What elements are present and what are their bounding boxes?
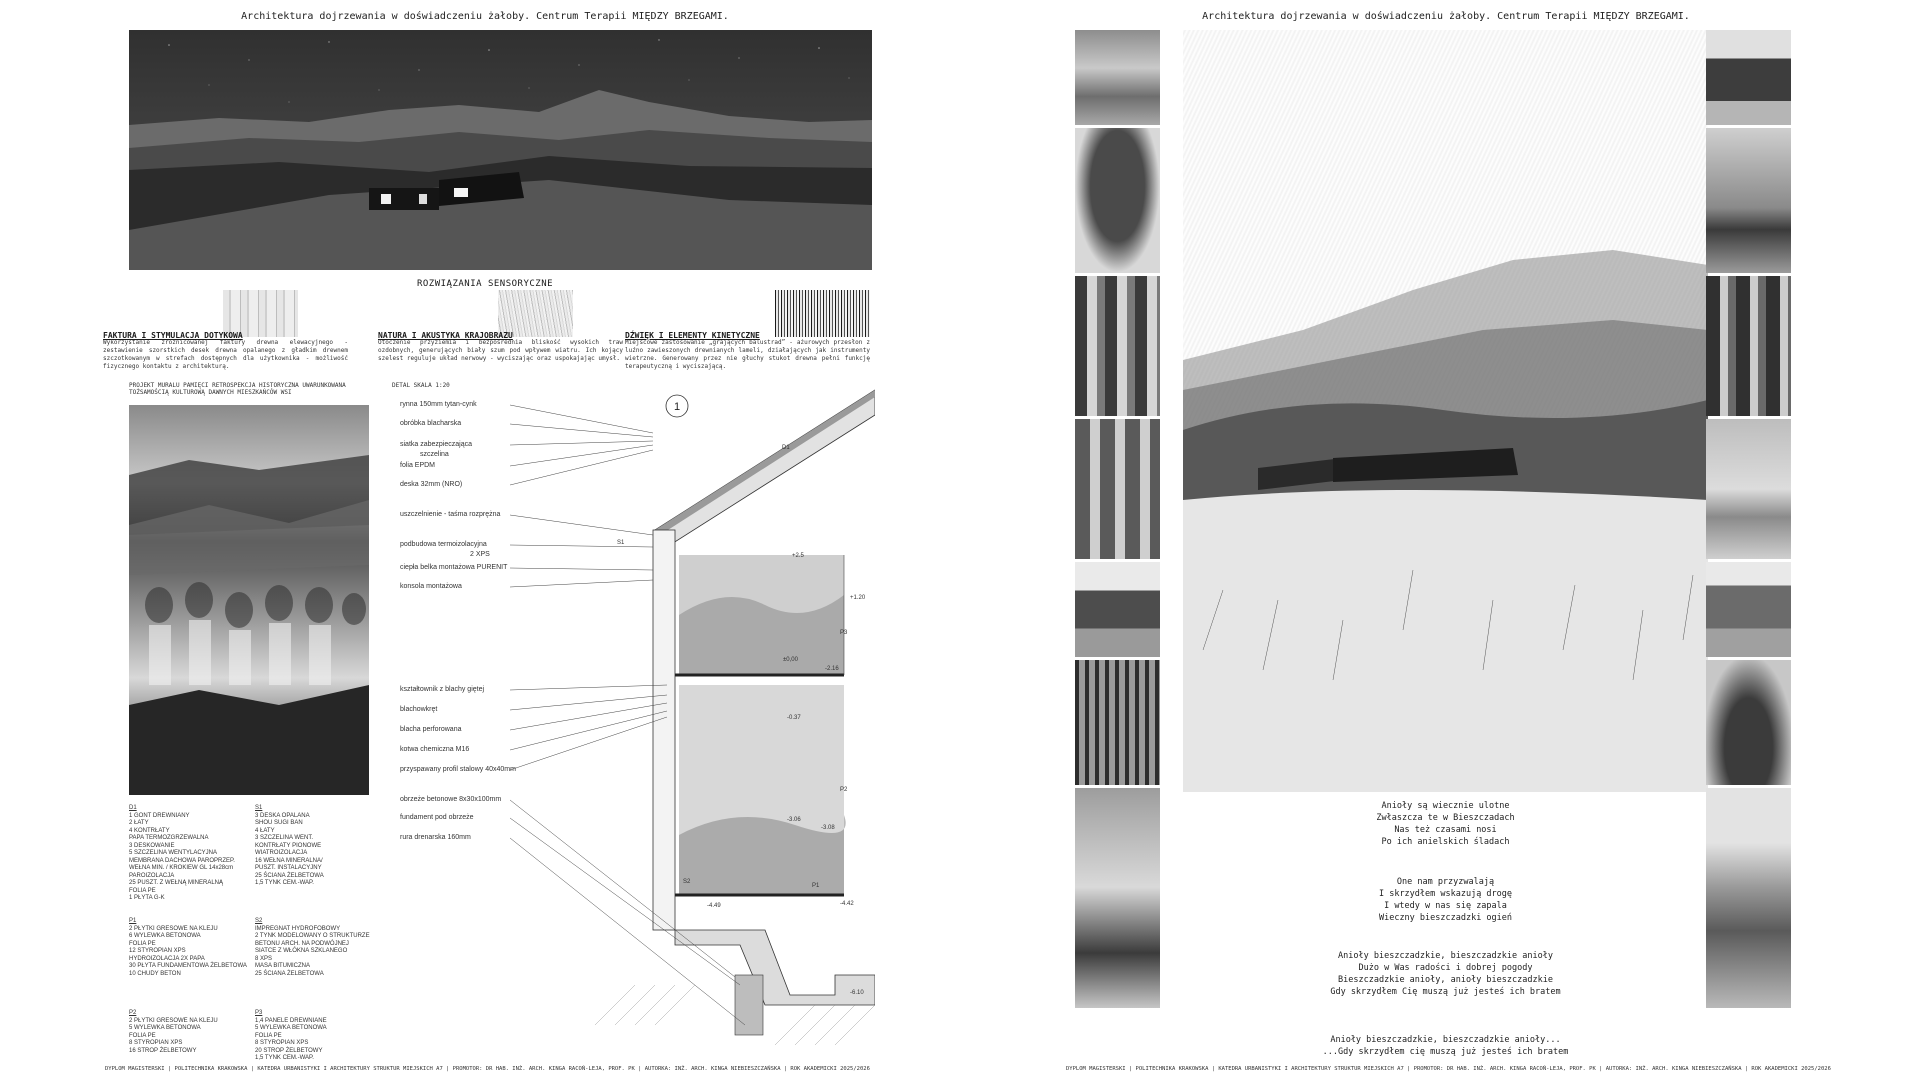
callout-xps: 2 XPS xyxy=(470,551,490,558)
legend-item: HYDROIZOLACJA 2X PAPA xyxy=(129,955,205,962)
legend-item: IMPREGNAT HYDROFOBOWY xyxy=(255,925,341,932)
right-photo-strip xyxy=(1706,30,1791,1011)
legend-item: 1 GONT DREWNIANY xyxy=(129,812,190,819)
legend-item: 16 STROP ŻELBETOWY xyxy=(129,1047,197,1054)
mountain-haze-photo xyxy=(1706,419,1791,559)
wood-texture-sample xyxy=(223,290,298,337)
legend-item: SHOU SUGI BAN xyxy=(255,820,303,826)
callout-gap: szczelina xyxy=(420,451,449,458)
legend-item: 12 STYROPIAN XPS xyxy=(129,948,186,954)
texture-column-text: Wykorzystanie zróżnicowanej faktury drewna elewacyjnego - zestawienie szorstkich desek drewna opalanego z gładkim drewnem szczotkowanym w strefach dostępnych dla użytkownika - możliwość fizycznego kontaktu z architekturą. xyxy=(103,339,348,370)
callout-board: deska 32mm (NRO) xyxy=(400,481,463,488)
wooden-church-photo xyxy=(1706,30,1791,125)
layer-tag: P3 xyxy=(840,630,848,636)
legend-item: 8 STYROPIAN XPS xyxy=(129,1040,183,1046)
right-board-title: Architektura dojrzewania w doświadczeniu żałoby. Centrum Terapii MIĘDZY BRZEGAMI. xyxy=(1202,11,1690,22)
legend-item: MASA BITUMICZNA xyxy=(255,963,311,969)
legend-item: FOLIA PE xyxy=(129,1032,156,1039)
folk-portrait-photo xyxy=(1075,419,1160,559)
tree-engraving-photo xyxy=(1075,128,1160,273)
callout-console: konsola montażowa xyxy=(400,583,462,590)
poem-line: Gdy skrzydłem Cię muszą już jesteś ich bratem xyxy=(1330,987,1561,997)
callout-steel-profile: przyspawany profil stalowy 40x40mm xyxy=(400,766,516,773)
legend-group xyxy=(129,1010,249,1055)
level-mark: +1.20 xyxy=(850,595,866,601)
lamella-texture-sample xyxy=(775,290,870,337)
callout-profile: kształtownik z blachy giętej xyxy=(400,686,485,693)
legend-item: 4 KONTRŁATY xyxy=(129,827,170,834)
sensory-solutions-heading: ROZWIĄZANIA SENSORYCZNE xyxy=(416,279,554,289)
legend-item: 1,4 PANELE DREWNIANE xyxy=(255,1017,327,1024)
level-mark: -3.08 xyxy=(821,825,835,831)
callout-perforated: blacha perforowana xyxy=(400,726,462,733)
pencil-landscape-sketch xyxy=(1183,30,1708,792)
legend-group-id: S2 xyxy=(255,918,263,924)
legend-item: MEMBRANA DACHOWA PAROPRZEP. xyxy=(129,857,235,864)
layer-tag: S1 xyxy=(617,540,625,546)
night-landscape-render xyxy=(129,30,872,270)
poem-line: Anioły są wiecznie ulotne xyxy=(1381,801,1510,811)
legend-item: 1,5 TYNK CEM.-WAP. xyxy=(255,880,314,886)
poem-line: ...Gdy skrzydłem cię muszą już jesteś ich bratem xyxy=(1322,1047,1569,1057)
legend-item: PAPA TERMOZGRZEWALNA xyxy=(129,835,209,841)
legend-item: 1,5 TYNK CEM.-WAP. xyxy=(255,1055,314,1061)
callout-mesh: siatka zabezpieczająca xyxy=(400,441,472,448)
poem-line: I skrzydłem wskazują drogę xyxy=(1378,889,1513,899)
poem-line: Bieszczadzkie anioły, anioły bieszczadzkie xyxy=(1338,975,1553,985)
left-board-title: Architektura dojrzewania w doświadczeniu żałoby. Centrum Terapii MIĘDZY BRZEGAMI. xyxy=(241,11,729,22)
legend-item: 2 PŁYTKI GRESOWE NA KLEJU xyxy=(129,1017,218,1024)
right-board xyxy=(1066,0,1831,1080)
poem-line: Anioły bieszczadzkie, bieszczadzkie anioły xyxy=(1338,951,1553,961)
poem-stanza-3 xyxy=(1183,950,1708,998)
legend-item: 30 PŁYTA FUNDAMENTOWA ŻELBETOWA xyxy=(129,963,247,969)
level-mark: -4.49 xyxy=(707,903,721,909)
left-photo-strip xyxy=(1075,30,1160,1011)
left-board-footer: DYPLOM MAGISTERSKI | POLITECHNIKA KRAKOWSKA | KATEDRA URBANISTYKI I ARCHITEKTURY STRUKTUR MIEJSKICH A7 | PROMOTOR: DR HAB. INŻ. ARCH. KINGA RACOŃ-LEJA, PROF. PK | AUTORKA: INŻ. ARCH. KINGA NIEBIESZCZAŃSKA | ROK AKADEMICKI 2025/2026 xyxy=(105,1066,870,1072)
legend-item: 5 WYLEWKA BETONOWA xyxy=(129,1025,201,1031)
poem-line: Dużo w Was radości i dobrej pogody xyxy=(1358,963,1533,973)
village-photo xyxy=(1075,30,1160,125)
legend-group-id: D1 xyxy=(129,805,137,811)
thatched-barn-photo xyxy=(1706,562,1791,657)
left-board xyxy=(95,0,875,1080)
level-mark: -3.06 xyxy=(787,817,801,823)
legend-item: 5 WYLEWKA BETONOWA xyxy=(255,1025,327,1031)
legend-item: WIATROIZOLACJA xyxy=(255,850,308,856)
mural-label: PROJEKT MURALU PAMIĘCI RETROSPEKCJA HISTORYCZNA UWARUNKOWANA TOŻSAMOŚCIĄ KULTUROWĄ DAWNYCH MIESZKAŃCÓW WSI xyxy=(129,382,346,396)
callout-drain: rura drenarska 160mm xyxy=(400,834,471,841)
poem-line: One nam przyzwalają xyxy=(1396,877,1495,887)
legend-group-id: P1 xyxy=(129,918,137,924)
level-mark: -0.37 xyxy=(787,715,801,721)
legend-group xyxy=(129,918,249,978)
legend-item: 2 TYNK MODELOWANY O STRUKTURZE xyxy=(255,933,370,939)
callout-foundation: fundament pod obrzeże xyxy=(400,814,474,821)
legend-item: 16 WEŁNA MINERALNA/ xyxy=(255,857,323,864)
legend-item: 20 STROP ŻELBETOWY xyxy=(255,1047,323,1054)
construction-detail-section xyxy=(295,385,875,1050)
folk-group-photo xyxy=(1075,276,1160,416)
nature-column-heading: NATURA I AKUSTYKA KRAJOBRAZU xyxy=(378,331,513,340)
legend-group xyxy=(255,805,375,888)
poem-stanza-2 xyxy=(1183,876,1708,924)
legend-item: 3 DESKOWANIE xyxy=(129,842,175,849)
legend-item: 8 STYROPIAN XPS xyxy=(255,1040,309,1046)
legend-item: 8 XPS xyxy=(255,955,273,962)
legend-item: 25 PUSZT. Z WEŁNĄ MINERALNĄ xyxy=(129,880,224,886)
poem-line: Wieczny bieszczadzki ogień xyxy=(1378,913,1513,923)
callout-seal: uszczelnienie - taśma rozprężna xyxy=(400,511,501,518)
legend-item: FOLIA PE xyxy=(129,940,156,947)
legend-item: BETONU ARCH. NA PODWÓJNEJ xyxy=(255,940,349,947)
callout-epdm: folia EPDM xyxy=(400,462,436,469)
level-mark: -2.16 xyxy=(825,666,839,672)
legend-item: 6 WYLEWKA BETONOWA xyxy=(129,933,201,939)
layer-tag: P2 xyxy=(840,787,848,793)
highlanders-photo xyxy=(1706,276,1791,416)
callout-beam: ciepła belka montażowa PURENIT xyxy=(400,564,508,571)
texture-column-heading: FAKTURA I STYMULACJA DOTYKOWA xyxy=(103,331,243,340)
legend-item: 3 DESKA OPALANA xyxy=(255,812,310,819)
sound-column-heading: DŹWIĘK I ELEMENTY KINETYCZNE xyxy=(625,331,760,340)
legend-item: 25 ŚCIANA ŻELBETOWA xyxy=(255,970,324,977)
legend-item: 5 SZCZELINA WENTYLACYJNA xyxy=(129,850,218,856)
level-mark: +2.5 xyxy=(792,553,804,559)
legend-group-id: S1 xyxy=(255,805,263,811)
layer-tag: P1 xyxy=(812,883,820,889)
legend-item: FOLIA PE xyxy=(129,887,156,894)
callout-curb: obrzeże betonowe 8x30x100mm xyxy=(400,796,502,803)
legend-item: 25 ŚCIANA ŻELBETOWA xyxy=(255,872,324,879)
legend-item: FOLIA PE xyxy=(255,1032,282,1039)
callout-anchor: kotwa chemiczna M16 xyxy=(400,746,470,753)
meadow-grass-photo xyxy=(1075,788,1160,1008)
legend-group xyxy=(255,918,375,978)
treeline-photo xyxy=(1706,660,1791,785)
level-mark: -6.10 xyxy=(850,990,864,996)
poem-line: I wtedy w nas się zapala xyxy=(1384,901,1507,911)
callout-insulation-base: podbudowa termoizolacyjna xyxy=(400,541,487,548)
right-board-footer: DYPLOM MAGISTERSKI | POLITECHNIKA KRAKOWSKA | KATEDRA URBANISTYKI I ARCHITEKTURY STRUKTUR MIEJSKICH A7 | PROMOTOR: DR HAB. INŻ. ARCH. KINGA RACOŃ-LEJA, PROF. PK | AUTORKA: INŻ. ARCH. KINGA NIEBIESZCZAŃSKA | ROK AKADEMICKI 2025/2026 xyxy=(1066,1066,1831,1072)
legend-item: KONTRŁATY PIONOWE xyxy=(255,842,322,849)
level-mark: -4.42 xyxy=(840,901,854,907)
legend-item: 2 PŁYTKI GRESOWE NA KLEJU xyxy=(129,925,218,932)
valley-view-photo xyxy=(1706,788,1791,1008)
poem-line: Nas też czasami nosi xyxy=(1394,825,1497,835)
poem-line: Anioły bieszczadzkie, bieszczadzkie anioły... xyxy=(1330,1035,1561,1045)
legend-item: 2 ŁATY xyxy=(129,820,149,826)
legend-item: 3 SZCZELINA WENT. xyxy=(255,835,314,841)
legend-item: 1 PŁYTA G-K xyxy=(129,895,165,901)
poem-stanza-4 xyxy=(1183,1034,1708,1058)
thatched-hut-photo xyxy=(1075,562,1160,657)
poem-line: Po ich anielskich śladach xyxy=(1381,837,1510,847)
callout-flashing: obróbka blacharska xyxy=(400,420,462,427)
legend-item: PUSZT. INSTALACYJNY xyxy=(255,865,322,871)
detail-scale-label: DETAL SKALA 1:20 xyxy=(392,382,450,389)
legend-group xyxy=(129,805,249,903)
legend-item: PAROIZOLACJA xyxy=(129,872,175,879)
legend-item: 4 ŁATY xyxy=(255,827,275,834)
poem-stanza-1 xyxy=(1183,800,1708,848)
legend-group-id: P2 xyxy=(129,1010,137,1016)
legend-group xyxy=(255,1010,375,1063)
nature-column-text: Otoczenie przyziemia i bezpośrednia bliskość wysokich traw ozdobnych, generujących biały szum pod wpływem wiatru. Ich kojący szelest reguluje układ nerwowy - wyciszając oraz uspokajając umysł. xyxy=(378,339,623,362)
callout-gutter: rynna 150mm tytan-cynk xyxy=(400,401,477,408)
layer-tag: D1 xyxy=(782,445,790,451)
callout-screw: blachowkręt xyxy=(400,706,438,713)
wooden-chapel-photo xyxy=(1706,128,1791,273)
poem-line: Zwłaszcza te w Bieszczadach xyxy=(1376,813,1515,823)
legend-item: 10 CHUDY BETON xyxy=(129,970,181,977)
legend-group-id: P3 xyxy=(255,1010,263,1016)
detail-number: 1 xyxy=(673,401,681,413)
legend-item: WEŁNA MIN. / KROKIEW GL 14x28cm xyxy=(129,865,234,871)
grass-texture-sample xyxy=(498,290,573,337)
level-mark: ±0,00 xyxy=(783,657,798,663)
sound-column-text: Miejscowe zastosowanie „grających balustrad” - ażurowych przesłon z luźno zawieszonych drewnianych lameli, działających jak instrumenty wietrzne. Generowany przez nie głuchy stukot drewna pełni funkcję terapeutyczną i wyciszającą. xyxy=(625,339,870,370)
layer-tag: S2 xyxy=(683,879,691,885)
forest-photo xyxy=(1075,660,1160,785)
legend-item: SIATCE Z WŁÓKNA SZKLANEGO xyxy=(255,948,348,954)
